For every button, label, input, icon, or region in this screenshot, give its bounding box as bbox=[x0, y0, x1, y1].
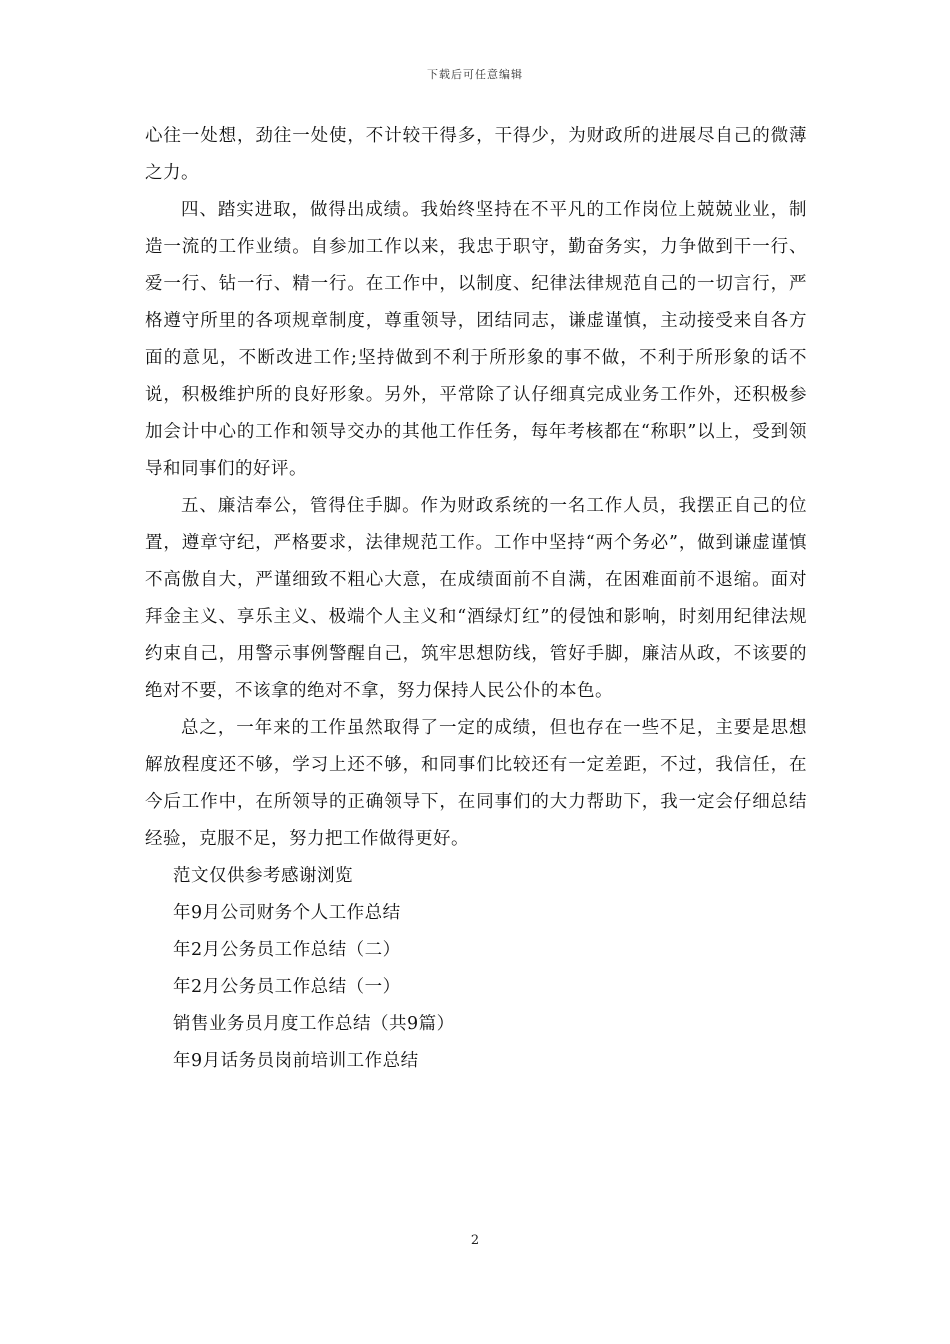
page-number: 2 bbox=[470, 1233, 480, 1248]
page-header: 下载后可任意编辑 bbox=[427, 68, 523, 81]
related-article-link[interactable]: 销售业务员月度工作总结（共9篇） bbox=[173, 1014, 455, 1034]
related-article-link[interactable]: 年2月公务员工作总结（一） bbox=[173, 977, 401, 997]
related-article-link[interactable]: 年2月公务员工作总结（二） bbox=[173, 940, 401, 960]
paragraph-conclusion: 总之，一年来的工作虽然取得了一定的成绩，但也存在一些不足，主要是思想解放程度还不够，学习上还不够，和同事们比较还有一定差距，不过，我信任，在今后工作中，在所领导的正确领导下，在同事们的大力帮助下，我一定会仔细总结经验，克服不足，努力把工作做得更好。 bbox=[145, 718, 807, 849]
related-article-link[interactable]: 年9月公司财务个人工作总结 bbox=[173, 903, 401, 923]
related-article-link[interactable]: 年9月话务员岗前培训工作总结 bbox=[173, 1051, 419, 1071]
paragraph-continuation: 心往一处想，劲往一处使，不计较干得多，干得少，为财政所的进展尽自己的微薄之力。 bbox=[145, 126, 807, 183]
paragraph-section-five: 五、廉洁奉公，管得住手脚。作为财政系统的一名工作人员，我摆正自己的位置，遵章守纪，严格要求，法律规范工作。工作中坚持“两个务必”，做到谦虚谨慎不高傲自大，严谨细致不粗心大意，在成绩面前不自满，在困难面前不退缩。面对拜金主义、享乐主义、极端个人主义和“酒绿灯红”的侵蚀和影响，时刻用纪律法规约束自己，用警示事例警醒自己，筑牢思想防线，管好手脚，廉洁从政，不该要的绝对不要，不该拿的绝对不拿，努力保持人民公仆的本色。 bbox=[145, 496, 807, 701]
paragraph-section-four: 四、踏实进取，做得出成绩。我始终坚持在不平凡的工作岗位上兢兢业业，制造一流的工作业绩。自参加工作以来，我忠于职守，勤奋务实，力争做到干一行、爱一行、钻一行、精一行。在工作中，以制度、纪律法律规范自己的一切言行，严格遵守所里的各项规章制度，尊重领导，团结同志，谦虚谨慎，主动接受来自各方面的意见，不断改进工作;坚持做到不利于所形象的事不做，不利于所形象的话不说，积极维护所的良好形象。另外，平常除了认仔细真完成业务工作外，还积极参加会计中心的工作和领导交办的其他工作任务，每年考核都在“称职”以上，受到领导和同事们的好评。 bbox=[145, 200, 807, 479]
document-body bbox=[145, 118, 807, 1080]
reference-note: 范文仅供参考感谢浏览 bbox=[173, 866, 353, 886]
